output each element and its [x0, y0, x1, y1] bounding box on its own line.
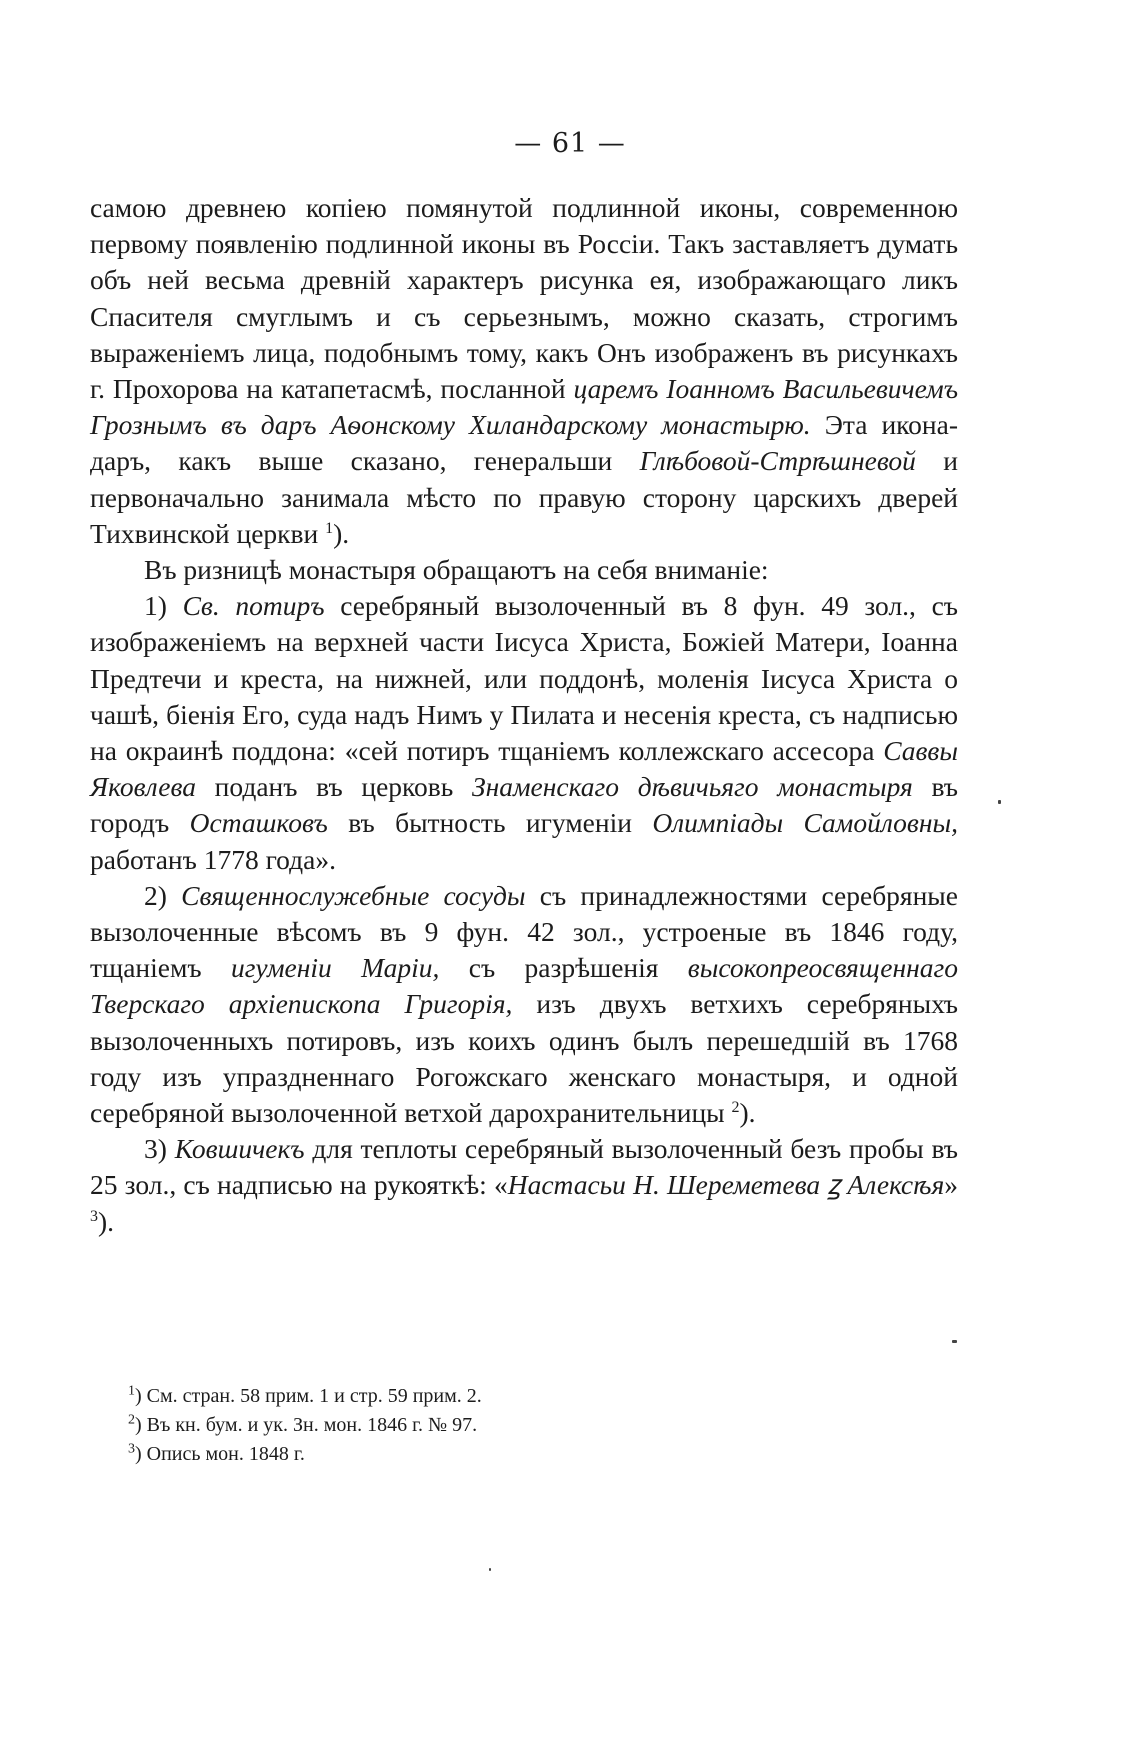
footnote-ref-2: 2	[731, 1098, 740, 1116]
italic-span: Св. потиръ	[182, 590, 325, 622]
text-span: »	[944, 1169, 958, 1201]
italic-span: высокопреосвященнаго Тверскаго архiепископа Григорiя,	[90, 952, 958, 1020]
footnote-ref-3: 3	[90, 1207, 98, 1225]
main-text	[90, 190, 958, 1240]
text-span: 3)	[144, 1133, 175, 1165]
italic-span: игуменiи Марiи,	[230, 952, 440, 984]
text-span: ).	[739, 1097, 756, 1129]
footnotes	[128, 1382, 928, 1469]
text-span: въ городъ	[90, 771, 958, 839]
text-span: ).	[98, 1205, 115, 1237]
footnote-mark: 1	[128, 1383, 135, 1399]
footnote-text: ) Опись мон. 1848 г.	[135, 1443, 305, 1465]
ink-speck	[489, 1568, 491, 1571]
paragraph-4	[90, 878, 958, 1131]
text-span: съ разрѣшенiя	[439, 952, 688, 984]
paragraph-1	[90, 190, 958, 552]
footnote-mark: 2	[128, 1412, 135, 1428]
paragraph-2	[90, 552, 958, 588]
text-span: въ бытность игуменiи	[327, 807, 653, 839]
text-span: для теплоты серебряный вызолоченный безъ пробы въ 25 зол., съ надписью на рукояткѣ: «	[90, 1133, 958, 1201]
paragraph-5	[90, 1131, 958, 1240]
text-span: самою древнею копiею помянутой подлинной иконы, современною первому появленiю подлинной иконы въ Россiи. Такъ заставляетъ думать объ ней весьма древнiй характеръ рисунка ея, изображающаго ликъ Спасителя смуглымъ и съ серьезнымъ, можно сказать, строгимъ выраженiемъ лица, подобнымъ тому, какъ Онъ изображенъ въ рисункахъ г. Прохорова на катапетасмѣ, посланной	[90, 192, 958, 405]
text-span: изъ двухъ ветхихъ серебряныхъ вызолоченныхъ потировъ, изъ коихъ одинъ былъ перешедшiй въ 1768 году изъ упраздненнаго Рогожскаго женскаго монастыря, и одной серебряной вызолоченной ветхой дарохранительницы	[90, 988, 958, 1129]
text-span: Эта икона-даръ, какъ выше сказано, генеральши	[90, 409, 958, 477]
footnote-text: ) См. стран. 58 прим. 1 и стр. 59 прим. 2.	[135, 1385, 482, 1407]
footnote-ref-1: 1	[325, 519, 334, 537]
text-span: серебряный вызолоченный въ 8 фун. 49 зол., съ изображенiемъ на верхней части Iисуса Христа, Божiей Матери, Iоанна Предтечи и креста, на нижней, или поддонѣ, моленiя Iисуса Христа о чашѣ, бiенiя Его, суда надъ Нимъ у Пилата и несенiя креста, съ надписью на окраинѣ поддона: «сей потиръ тщанiемъ коллежскаго ассесора	[90, 590, 958, 767]
footnote-1	[128, 1382, 928, 1411]
italic-span: Знаменскаго дѣвичьяго монастыря	[471, 771, 913, 803]
page-number: — 61 —	[514, 128, 626, 159]
footnote-3	[128, 1440, 928, 1469]
ink-speck	[998, 800, 1001, 804]
italic-span: Настасьи Н. Шереметева ꙁ Алексѣя	[507, 1169, 945, 1201]
italic-span: Ковшичекъ	[174, 1133, 305, 1165]
footnote-text: ) Въ кн. бум. и ук. Зн. мон. 1846 г. № 97.	[135, 1414, 478, 1436]
text-span: ).	[333, 517, 350, 549]
footnote-mark: 3	[128, 1441, 135, 1457]
text-span: и первоначально занимала мѣсто по правую сторону царскихъ дверей Тихвинской церкви	[90, 445, 958, 549]
text-span: съ принадлежностями серебряные вызолоченные вѣсомъ въ 9 фун. 42 зол., устроеные въ 1846 году, тщанiемъ	[90, 879, 958, 984]
paragraph-3	[90, 588, 958, 878]
ink-speck	[952, 1340, 957, 1343]
text-span: Въ ризницѣ монастыря обращаютъ на себя вниманiе:	[144, 554, 769, 586]
text-span: 2)	[144, 879, 182, 911]
italic-span: Глѣбовой-Стрѣшневой	[639, 445, 916, 477]
text-span: работанъ 1778 года».	[90, 843, 336, 875]
italic-span: царемъ Iоанномъ Васильевичемъ Грознымъ въ даръ Аѳонскому Хиландарскому монастырю.	[90, 373, 958, 441]
italic-span: Осташковъ	[189, 807, 328, 839]
text-span: 1)	[144, 590, 183, 622]
footnote-2	[128, 1411, 928, 1440]
italic-span: Олимпiады Самойловны,	[652, 807, 958, 839]
text-span: поданъ въ церковь	[195, 771, 472, 803]
italic-span: Священнослужебные сосуды	[181, 879, 526, 911]
italic-span: Саввы Яковлева	[90, 735, 958, 803]
